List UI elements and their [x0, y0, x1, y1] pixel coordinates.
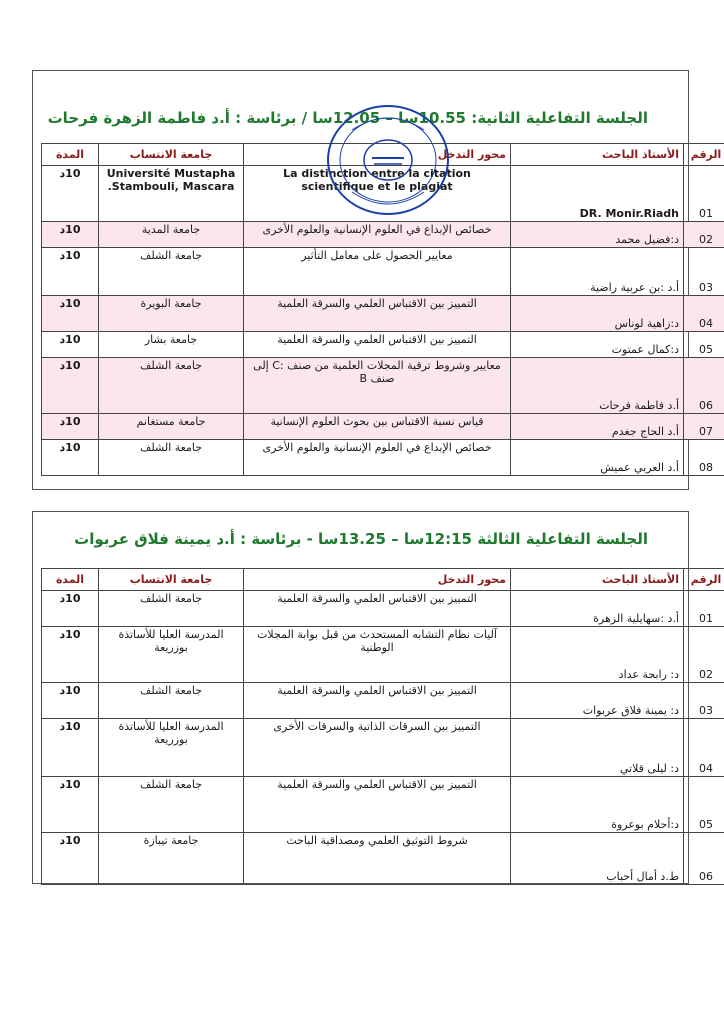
intervention-topic: La distinction entre la citation scientifique et le plagiat [244, 166, 511, 222]
researcher-name: ط.د أمال أحباب [511, 833, 684, 885]
intervention-topic: معايير الحصول على معامل التأثير [244, 248, 511, 296]
row-number: 05 [684, 332, 724, 358]
researcher-name: د: ليلى قلاتي [511, 719, 684, 777]
intervention-topic: خصائص الإبداع في العلوم الإنسانية والعلوم الأخرى [244, 222, 511, 248]
duration: 10د [42, 332, 99, 358]
header-duration: المدة [42, 569, 99, 591]
header-name: الأستاذ الباحث [511, 144, 684, 166]
duration: 10د [42, 719, 99, 777]
row-number: 02 [684, 222, 724, 248]
header-num: الرقم [684, 144, 724, 166]
table-row [42, 296, 724, 332]
duration: 10د [42, 627, 99, 683]
duration: 10د [42, 440, 99, 476]
researcher-name: أ.د العربي عميش [511, 440, 684, 476]
duration: 10د [42, 248, 99, 296]
intervention-topic: التمييز بين الاقتباس العلمي والسرقة العلمية [244, 777, 511, 833]
intervention-topic: التمييز بين الاقتباس العلمي والسرقة العلمية [244, 332, 511, 358]
researcher-name: د:زاهية لوناس [511, 296, 684, 332]
table-row [42, 627, 724, 683]
duration: 10د [42, 166, 99, 222]
affiliation: جامعة الشلف [99, 591, 244, 627]
row-number: 06 [684, 358, 724, 414]
duration: 10د [42, 591, 99, 627]
row-number: 04 [684, 296, 724, 332]
affiliation: جامعة تيبازة [99, 833, 244, 885]
session-2-table [41, 143, 724, 476]
researcher-name: أ.د :سهايلية الزهرة [511, 591, 684, 627]
researcher-name: د:أحلام بوعروة [511, 777, 684, 833]
row-number: 06 [684, 833, 724, 885]
session-2-panel [32, 70, 722, 490]
row-number: 04 [684, 719, 724, 777]
header-topic: محور التدخل [244, 144, 511, 166]
table-row [42, 777, 724, 833]
table-row [42, 591, 724, 627]
duration: 10د [42, 777, 99, 833]
intervention-topic: معايير وشروط ترقية المجلات العلمية من صنف :C إلى صنف B [244, 358, 511, 414]
table-row [42, 414, 724, 440]
intervention-topic: شروط التوثيق العلمي ومصداقية الباحث [244, 833, 511, 885]
intervention-topic: قياس نسبة الاقتباس بين بحوث العلوم الإنسانية [244, 414, 511, 440]
duration: 10د [42, 296, 99, 332]
session-2-title: الجلسة التفاعلية الثانية: 10.55سا – 12.05سا / برئاسة : أ.د فاطمة الزهرة فرحات [47, 109, 648, 127]
row-number: 07 [684, 414, 724, 440]
intervention-topic: خصائص الإبداع في العلوم الإنسانية والعلوم الأخرى [244, 440, 511, 476]
table-header-row [42, 569, 724, 591]
researcher-name: DR. Monir.Riadh [511, 166, 684, 222]
table-row [42, 332, 724, 358]
affiliation: جامعة الشلف [99, 777, 244, 833]
affiliation: جامعة الشلف [99, 440, 244, 476]
table-header-row [42, 144, 724, 166]
affiliation: Université Mustapha .Stambouli, Mascara [99, 166, 244, 222]
affiliation: جامعة مستغانم [99, 414, 244, 440]
affiliation: جامعة المدية [99, 222, 244, 248]
session-3-title: الجلسة التفاعلية الثالثة 12:15سا – 13.25سا - برئاسة : أ.د يمينة فلاق عربوات [74, 530, 648, 548]
header-duration: المدة [42, 144, 99, 166]
table-row [42, 166, 724, 222]
intervention-topic: التمييز بين الاقتباس العلمي والسرقة العلمية [244, 296, 511, 332]
intervention-topic: التمييز بين السرقات الذاتية والسرقات الأخرى [244, 719, 511, 777]
row-number: 05 [684, 777, 724, 833]
researcher-name: أ.د الحاج جغدم [511, 414, 684, 440]
duration: 10د [42, 222, 99, 248]
row-number: 01 [684, 591, 724, 627]
header-affiliation: جامعة الانتساب [99, 144, 244, 166]
row-number: 03 [684, 248, 724, 296]
affiliation: جامعة البويرة [99, 296, 244, 332]
researcher-name: أ.د :بن عربية راضية [511, 248, 684, 296]
table-row [42, 683, 724, 719]
row-number: 08 [684, 440, 724, 476]
row-number: 03 [684, 683, 724, 719]
duration: 10د [42, 683, 99, 719]
header-topic: محور التدخل [244, 569, 511, 591]
table-row [42, 440, 724, 476]
affiliation: المدرسة العليا للأساتذة بوزريعة [99, 719, 244, 777]
header-num: الرقم [684, 569, 724, 591]
affiliation: جامعة الشلف [99, 248, 244, 296]
researcher-name: د: يمينة فلاق عربوات [511, 683, 684, 719]
row-number: 01 [684, 166, 724, 222]
intervention-topic: التمييز بين الاقتباس العلمي والسرقة العلمية [244, 683, 511, 719]
session-3-table [41, 568, 724, 885]
duration: 10د [42, 833, 99, 885]
table-row [42, 248, 724, 296]
table-row [42, 719, 724, 777]
intervention-topic: التمييز بين الاقتباس العلمي والسرقة العلمية [244, 591, 511, 627]
row-number: 02 [684, 627, 724, 683]
session-3-panel [32, 511, 722, 884]
affiliation: جامعة الشلف [99, 358, 244, 414]
affiliation: جامعة بشار [99, 332, 244, 358]
header-affiliation: جامعة الانتساب [99, 569, 244, 591]
researcher-name: د:كمال عمتوت [511, 332, 684, 358]
duration: 10د [42, 358, 99, 414]
table-row [42, 833, 724, 885]
affiliation: المدرسة العليا للأساتذة بوزريعة [99, 627, 244, 683]
affiliation: جامعة الشلف [99, 683, 244, 719]
table-row [42, 358, 724, 414]
table-row [42, 222, 724, 248]
header-name: الأستاذ الباحث [511, 569, 684, 591]
intervention-topic: آليات نظام التشابه المستحدث من قبل بوابة المجلات الوطنية [244, 627, 511, 683]
duration: 10د [42, 414, 99, 440]
researcher-name: أ.د فاطمة فرحات [511, 358, 684, 414]
researcher-name: د:فضيل محمد [511, 222, 684, 248]
researcher-name: د: رابحة عداد [511, 627, 684, 683]
